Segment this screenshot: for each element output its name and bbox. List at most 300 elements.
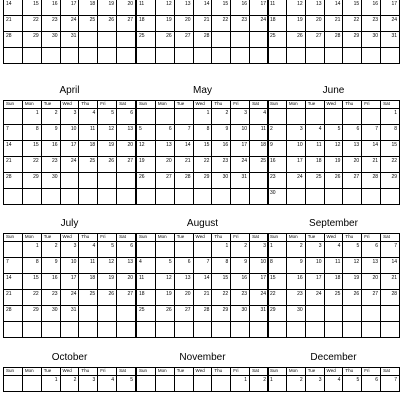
- day-number: 21: [6, 17, 12, 23]
- day-number: [98, 173, 116, 174]
- day-cell: [305, 32, 324, 48]
- day-number: 28: [6, 307, 12, 313]
- week-row: [4, 290, 136, 306]
- month-grid: [3, 367, 136, 392]
- day-cell: [79, 274, 98, 290]
- day-number: [137, 376, 155, 377]
- day-number: 16: [241, 275, 248, 281]
- week-row: [137, 48, 269, 64]
- month-title: June: [322, 85, 345, 96]
- day-cell: [268, 109, 287, 125]
- day-number: 4: [92, 110, 96, 116]
- day-number: 10: [315, 259, 322, 265]
- day-number: [194, 242, 212, 243]
- week-row: [268, 258, 400, 274]
- day-cell: [4, 16, 23, 32]
- day-number: 3: [92, 377, 96, 383]
- day-number: [117, 32, 135, 33]
- day-cell: [4, 306, 23, 322]
- day-number: 16: [51, 1, 58, 7]
- day-cell: [155, 376, 174, 392]
- day-number: [117, 48, 135, 49]
- day-cell: [79, 0, 98, 16]
- week-row: [137, 258, 269, 274]
- day-number: 25: [315, 174, 322, 180]
- day-cell: [98, 290, 117, 306]
- day-number: [175, 109, 193, 110]
- day-cell: [137, 16, 156, 32]
- week-row: [268, 32, 400, 48]
- day-number: 5: [356, 243, 360, 249]
- day-number: [287, 322, 305, 323]
- day-number: 1: [270, 243, 273, 249]
- day-number: 21: [184, 158, 191, 164]
- day-cell: [324, 157, 343, 173]
- day-number: [175, 189, 193, 190]
- week-row: [137, 125, 269, 141]
- day-cell: [117, 376, 136, 392]
- week-row: [4, 32, 136, 48]
- day-number: 6: [168, 126, 172, 132]
- weekday-label: [381, 101, 400, 109]
- day-cell: [60, 189, 79, 205]
- weekday-text: Fri: [100, 368, 106, 373]
- day-cell: [60, 109, 79, 125]
- day-number: [137, 189, 155, 190]
- day-number: [61, 322, 79, 323]
- day-cell: [4, 157, 23, 173]
- weekday-header-row: [268, 101, 400, 109]
- day-cell: [79, 258, 98, 274]
- day-number: 21: [391, 275, 397, 281]
- day-cell: [155, 48, 174, 64]
- weekday-label: [305, 234, 324, 242]
- month-title: November: [179, 352, 226, 363]
- weekday-label: [305, 368, 324, 376]
- day-cell: [268, 157, 287, 173]
- day-cell: [4, 173, 23, 189]
- weekday-header-row: [4, 234, 136, 242]
- day-cell: [117, 157, 136, 173]
- day-cell: [250, 290, 269, 306]
- week-row: [4, 157, 136, 173]
- day-number: 26: [297, 33, 303, 39]
- day-number: 15: [270, 275, 276, 281]
- weekday-text: Sun: [139, 368, 148, 373]
- day-number: 4: [92, 243, 96, 249]
- day-number: 6: [356, 126, 360, 132]
- day-number: 2: [225, 110, 229, 116]
- day-cell: [362, 125, 381, 141]
- day-number: [117, 189, 135, 190]
- day-number: [306, 189, 324, 190]
- day-number: 9: [54, 259, 58, 265]
- day-cell: [117, 242, 136, 258]
- day-cell: [174, 173, 193, 189]
- day-cell: [4, 109, 23, 125]
- week-row: [268, 109, 400, 125]
- day-number: [231, 322, 249, 323]
- day-number: 21: [203, 17, 210, 23]
- day-cell: [117, 290, 136, 306]
- day-number: [325, 322, 343, 323]
- day-cell: [231, 157, 250, 173]
- day-cell: [174, 322, 193, 338]
- day-number: 18: [139, 17, 145, 23]
- day-cell: [305, 258, 324, 274]
- day-number: 4: [139, 259, 142, 265]
- week-row: [4, 16, 136, 32]
- day-number: [268, 48, 286, 49]
- day-number: 15: [33, 275, 39, 281]
- weekday-text: Sat: [252, 101, 259, 106]
- weekday-label: [79, 234, 98, 242]
- weekday-text: Thu: [81, 368, 90, 373]
- weekday-label: [250, 368, 269, 376]
- weekday-label: [231, 101, 250, 109]
- day-number: 10: [70, 126, 77, 132]
- day-number: 9: [299, 259, 303, 265]
- day-number: 22: [33, 291, 39, 297]
- week-row: [4, 242, 136, 258]
- day-number: 3: [73, 110, 77, 116]
- day-number: 19: [166, 291, 172, 297]
- day-cell: [193, 32, 212, 48]
- day-cell: [343, 376, 362, 392]
- weekday-text: Sun: [139, 101, 148, 106]
- day-cell: [137, 32, 156, 48]
- month-title: April: [59, 85, 80, 96]
- weekday-text: Mon: [157, 234, 167, 239]
- day-cell: [343, 16, 362, 32]
- weekday-label: [41, 234, 60, 242]
- week-row: [4, 0, 136, 16]
- day-number: 19: [108, 142, 115, 148]
- day-cell: [60, 16, 79, 32]
- day-number: 26: [334, 174, 341, 180]
- day-number: 28: [391, 291, 397, 297]
- day-number: 12: [139, 142, 145, 148]
- day-cell: [60, 141, 79, 157]
- day-number: 11: [316, 142, 322, 148]
- day-number: 22: [222, 291, 229, 297]
- day-cell: [155, 242, 174, 258]
- day-cell: [174, 48, 193, 64]
- weekday-text: Sun: [270, 368, 279, 373]
- weekday-label: [305, 101, 324, 109]
- day-number: [250, 48, 268, 49]
- day-cell: [250, 125, 269, 141]
- day-number: 18: [139, 291, 145, 297]
- day-number: 5: [168, 259, 172, 265]
- day-number: [381, 322, 399, 323]
- weekday-label: [117, 101, 136, 109]
- day-cell: [174, 32, 193, 48]
- day-number: 1: [35, 243, 39, 249]
- day-number: 7: [394, 243, 397, 249]
- weekday-label: [137, 101, 156, 109]
- day-number: [381, 48, 399, 49]
- day-number: 21: [334, 17, 341, 23]
- day-number: 3: [318, 377, 322, 383]
- day-cell: [286, 16, 305, 32]
- day-number: [287, 48, 305, 49]
- day-cell: [305, 0, 324, 16]
- week-row: [137, 173, 269, 189]
- day-number: [98, 189, 116, 190]
- day-cell: [268, 242, 287, 258]
- day-cell: [305, 306, 324, 322]
- day-number: 2: [54, 110, 58, 116]
- day-cell: [22, 290, 41, 306]
- day-number: 19: [166, 17, 172, 23]
- weekday-label: [41, 101, 60, 109]
- day-number: 2: [299, 243, 303, 249]
- day-number: [362, 189, 380, 190]
- day-number: 15: [222, 1, 229, 7]
- week-row: [268, 189, 400, 205]
- day-number: [42, 48, 60, 49]
- day-cell: [22, 48, 41, 64]
- weekday-label: [79, 368, 98, 376]
- day-number: [212, 376, 230, 377]
- week-row: [137, 274, 269, 290]
- day-number: 24: [260, 17, 266, 23]
- day-cell: [98, 141, 117, 157]
- day-number: 14: [203, 275, 210, 281]
- day-number: [137, 242, 155, 243]
- day-cell: [305, 141, 324, 157]
- week-row: [137, 109, 269, 125]
- day-number: 23: [51, 291, 58, 297]
- day-number: [42, 322, 60, 323]
- weekday-text: Tue: [307, 368, 316, 373]
- day-cell: [268, 0, 287, 16]
- day-number: [194, 376, 212, 377]
- day-number: 20: [127, 275, 133, 281]
- day-number: 3: [299, 126, 303, 132]
- weekday-text: Sun: [139, 234, 148, 239]
- day-number: [79, 48, 97, 49]
- weekday-label: [4, 101, 23, 109]
- day-number: [212, 322, 230, 323]
- day-cell: [117, 109, 136, 125]
- day-number: 23: [241, 291, 248, 297]
- day-cell: [174, 290, 193, 306]
- day-number: 2: [270, 126, 273, 132]
- day-cell: [381, 258, 400, 274]
- day-cell: [324, 173, 343, 189]
- day-cell: [381, 125, 400, 141]
- day-cell: [22, 109, 41, 125]
- weekday-label: [79, 101, 98, 109]
- day-number: 6: [130, 110, 133, 116]
- weekday-label: [193, 101, 212, 109]
- day-cell: [286, 173, 305, 189]
- day-cell: [174, 109, 193, 125]
- weekday-text: Fri: [364, 234, 370, 239]
- weekday-text: Mon: [157, 368, 167, 373]
- day-cell: [381, 189, 400, 205]
- day-number: [117, 173, 135, 174]
- day-number: 21: [6, 158, 12, 164]
- day-number: 18: [334, 275, 341, 281]
- weekday-label: [22, 234, 41, 242]
- day-cell: [212, 48, 231, 64]
- day-number: 24: [391, 17, 397, 23]
- day-number: 25: [89, 17, 96, 23]
- day-cell: [155, 258, 174, 274]
- day-cell: [268, 125, 287, 141]
- day-cell: [41, 141, 60, 157]
- day-number: 3: [318, 243, 322, 249]
- day-number: 14: [203, 1, 210, 7]
- day-number: 20: [372, 275, 379, 281]
- month-grid: [267, 233, 400, 338]
- day-number: [306, 306, 324, 307]
- day-cell: [343, 125, 362, 141]
- day-cell: [41, 306, 60, 322]
- day-cell: [324, 376, 343, 392]
- weekday-text: Mon: [288, 234, 298, 239]
- day-number: 12: [166, 1, 172, 7]
- day-cell: [250, 274, 269, 290]
- day-cell: [60, 48, 79, 64]
- day-cell: [212, 376, 231, 392]
- day-cell: [4, 322, 23, 338]
- weekday-label: [155, 101, 174, 109]
- day-cell: [212, 157, 231, 173]
- day-cell: [174, 274, 193, 290]
- day-number: 24: [297, 174, 303, 180]
- day-cell: [250, 32, 269, 48]
- day-number: 27: [127, 17, 133, 23]
- weekday-text: Thu: [345, 368, 354, 373]
- day-cell: [286, 141, 305, 157]
- day-cell: [60, 258, 79, 274]
- day-cell: [98, 0, 117, 16]
- day-number: [156, 322, 174, 323]
- day-cell: [305, 109, 324, 125]
- weekday-header-row: [4, 101, 136, 109]
- day-number: 14: [391, 259, 397, 265]
- day-number: 23: [222, 158, 229, 164]
- month-title: May: [193, 85, 212, 96]
- day-number: [4, 189, 22, 190]
- weekday-text: Fri: [100, 101, 106, 106]
- day-cell: [98, 48, 117, 64]
- day-cell: [98, 306, 117, 322]
- day-cell: [117, 141, 136, 157]
- day-cell: [155, 290, 174, 306]
- day-cell: [324, 306, 343, 322]
- day-cell: [60, 242, 79, 258]
- day-cell: [231, 376, 250, 392]
- weekday-header-row: [137, 234, 269, 242]
- day-number: 16: [51, 275, 58, 281]
- day-cell: [193, 306, 212, 322]
- day-number: 10: [70, 259, 77, 265]
- day-number: 28: [203, 307, 210, 313]
- day-number: [4, 376, 22, 377]
- week-row: [268, 376, 400, 392]
- day-number: [194, 322, 212, 323]
- day-number: 1: [270, 377, 273, 383]
- weekday-text: Fri: [233, 234, 239, 239]
- day-cell: [22, 173, 41, 189]
- day-cell: [174, 141, 193, 157]
- day-number: 29: [33, 307, 39, 313]
- day-cell: [343, 157, 362, 173]
- day-cell: [98, 376, 117, 392]
- week-row: [137, 141, 269, 157]
- day-number: [4, 109, 22, 110]
- day-number: 7: [394, 377, 397, 383]
- weekday-label: [268, 368, 287, 376]
- day-number: 31: [241, 174, 248, 180]
- day-cell: [193, 274, 212, 290]
- day-cell: [268, 48, 287, 64]
- day-cell: [268, 258, 287, 274]
- day-cell: [4, 376, 23, 392]
- day-cell: [343, 32, 362, 48]
- day-cell: [305, 157, 324, 173]
- weekday-text: Wed: [195, 368, 205, 373]
- day-number: 1: [225, 243, 229, 249]
- day-cell: [362, 48, 381, 64]
- day-cell: [343, 274, 362, 290]
- day-number: 25: [139, 33, 145, 39]
- day-cell: [98, 274, 117, 290]
- day-cell: [4, 48, 23, 64]
- day-number: [306, 322, 324, 323]
- month-grid: [267, 367, 400, 392]
- day-number: 22: [203, 158, 210, 164]
- day-number: 29: [203, 174, 210, 180]
- day-cell: [268, 290, 287, 306]
- day-cell: [117, 258, 136, 274]
- day-number: 27: [166, 174, 172, 180]
- day-number: [117, 306, 135, 307]
- day-cell: [343, 189, 362, 205]
- day-cell: [212, 32, 231, 48]
- day-cell: [231, 16, 250, 32]
- day-cell: [22, 306, 41, 322]
- day-cell: [212, 0, 231, 16]
- day-number: 26: [108, 158, 115, 164]
- week-row: [4, 173, 136, 189]
- day-number: 11: [260, 126, 266, 132]
- day-cell: [98, 322, 117, 338]
- day-number: [212, 32, 230, 33]
- day-number: 3: [244, 110, 248, 116]
- day-cell: [22, 16, 41, 32]
- day-number: 30: [222, 174, 229, 180]
- day-number: 26: [353, 291, 360, 297]
- day-cell: [286, 274, 305, 290]
- week-row: [268, 274, 400, 290]
- day-cell: [362, 141, 381, 157]
- day-number: [231, 48, 249, 49]
- day-number: [343, 306, 361, 307]
- day-cell: [362, 16, 381, 32]
- day-cell: [381, 32, 400, 48]
- weekday-label: [381, 368, 400, 376]
- day-cell: [41, 48, 60, 64]
- day-number: 18: [260, 142, 266, 148]
- day-cell: [343, 141, 362, 157]
- day-cell: [268, 189, 287, 205]
